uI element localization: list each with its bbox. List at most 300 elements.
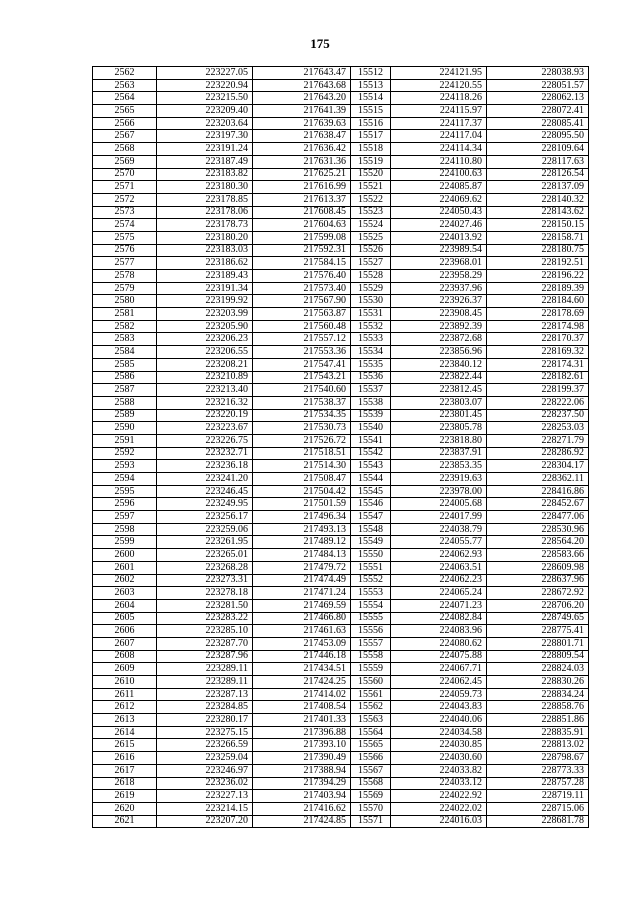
x-coordinate-cell: 224071.23 [391, 599, 487, 612]
y-coordinate-cell: 217604.63 [253, 219, 351, 232]
point-number-cell: 2583 [93, 333, 157, 346]
point-number-cell: 15537 [351, 384, 391, 397]
y-coordinate-cell: 228062.13 [487, 92, 589, 105]
point-number-cell: 15550 [351, 549, 391, 562]
point-number-cell: 2592 [93, 447, 157, 460]
point-number-cell: 2563 [93, 79, 157, 92]
y-coordinate-cell: 228798.67 [487, 752, 589, 765]
point-number-cell: 15543 [351, 460, 391, 473]
point-number-cell: 15566 [351, 752, 391, 765]
x-coordinate-cell: 224013.92 [391, 231, 487, 244]
y-coordinate-cell: 228362.11 [487, 473, 589, 486]
y-coordinate-cell: 228681.78 [487, 815, 589, 828]
y-coordinate-cell: 217567.90 [253, 295, 351, 308]
point-number-cell: 2594 [93, 473, 157, 486]
point-number-cell: 15513 [351, 79, 391, 92]
point-number-cell: 15528 [351, 270, 391, 283]
point-number-cell: 2616 [93, 752, 157, 765]
point-number-cell: 15526 [351, 244, 391, 257]
y-coordinate-cell: 217393.10 [253, 739, 351, 752]
point-number-cell: 2619 [93, 790, 157, 803]
x-coordinate-cell: 224030.60 [391, 752, 487, 765]
table-row [93, 219, 589, 232]
x-coordinate-cell: 223278.18 [157, 587, 253, 600]
x-coordinate-cell: 223232.71 [157, 447, 253, 460]
x-coordinate-cell: 223289.11 [157, 663, 253, 676]
y-coordinate-cell: 217403.94 [253, 790, 351, 803]
table-row [93, 168, 589, 181]
y-coordinate-cell: 228801.71 [487, 637, 589, 650]
y-coordinate-cell: 228530.96 [487, 523, 589, 536]
x-coordinate-cell: 224115.97 [391, 105, 487, 118]
coordinates-table-body [93, 67, 589, 828]
table-row [93, 637, 589, 650]
y-coordinate-cell: 217534.35 [253, 409, 351, 422]
y-coordinate-cell: 217466.80 [253, 612, 351, 625]
y-coordinate-cell: 228072.41 [487, 105, 589, 118]
x-coordinate-cell: 224022.02 [391, 802, 487, 815]
y-coordinate-cell: 228304.17 [487, 460, 589, 473]
table-row [93, 752, 589, 765]
x-coordinate-cell: 223213.40 [157, 384, 253, 397]
point-number-cell: 2582 [93, 320, 157, 333]
point-number-cell: 15552 [351, 574, 391, 587]
table-row [93, 802, 589, 815]
x-coordinate-cell: 223280.17 [157, 714, 253, 727]
y-coordinate-cell: 217501.59 [253, 498, 351, 511]
table-row [93, 625, 589, 638]
point-number-cell: 2564 [93, 92, 157, 105]
x-coordinate-cell: 223840.12 [391, 358, 487, 371]
y-coordinate-cell: 217613.37 [253, 193, 351, 206]
point-number-cell: 2593 [93, 460, 157, 473]
x-coordinate-cell: 223205.90 [157, 320, 253, 333]
table-row [93, 206, 589, 219]
point-number-cell: 2568 [93, 143, 157, 156]
table-row [93, 701, 589, 714]
point-number-cell: 15542 [351, 447, 391, 460]
table-row [93, 231, 589, 244]
page-number: 175 [310, 36, 330, 51]
x-coordinate-cell: 223268.28 [157, 561, 253, 574]
x-coordinate-cell: 223856.96 [391, 346, 487, 359]
x-coordinate-cell: 223189.43 [157, 270, 253, 283]
point-number-cell: 15521 [351, 181, 391, 194]
y-coordinate-cell: 228609.98 [487, 561, 589, 574]
y-coordinate-cell: 217408.54 [253, 701, 351, 714]
point-number-cell: 15560 [351, 676, 391, 689]
y-coordinate-cell: 217538.37 [253, 396, 351, 409]
point-number-cell: 2570 [93, 168, 157, 181]
y-coordinate-cell: 228824.03 [487, 663, 589, 676]
table-row [93, 181, 589, 194]
x-coordinate-cell: 224030.85 [391, 739, 487, 752]
table-row [93, 257, 589, 270]
point-number-cell: 15514 [351, 92, 391, 105]
y-coordinate-cell: 217424.25 [253, 676, 351, 689]
y-coordinate-cell: 228169.32 [487, 346, 589, 359]
x-coordinate-cell: 223183.03 [157, 244, 253, 257]
y-coordinate-cell: 228109.64 [487, 143, 589, 156]
point-number-cell: 15523 [351, 206, 391, 219]
point-number-cell: 15544 [351, 473, 391, 486]
point-number-cell: 15549 [351, 536, 391, 549]
table-row [93, 79, 589, 92]
x-coordinate-cell: 223803.07 [391, 396, 487, 409]
point-number-cell: 2576 [93, 244, 157, 257]
y-coordinate-cell: 228189.39 [487, 282, 589, 295]
point-number-cell: 2574 [93, 219, 157, 232]
table-row [93, 143, 589, 156]
table-row [93, 92, 589, 105]
y-coordinate-cell: 217514.30 [253, 460, 351, 473]
x-coordinate-cell: 223958.29 [391, 270, 487, 283]
x-coordinate-cell: 223223.67 [157, 422, 253, 435]
table-row [93, 726, 589, 739]
point-number-cell: 15555 [351, 612, 391, 625]
point-number-cell: 2615 [93, 739, 157, 752]
table-row [93, 574, 589, 587]
x-coordinate-cell: 223989.54 [391, 244, 487, 257]
point-number-cell: 2617 [93, 764, 157, 777]
y-coordinate-cell: 217508.47 [253, 473, 351, 486]
point-number-cell: 15532 [351, 320, 391, 333]
point-number-cell: 2610 [93, 676, 157, 689]
y-coordinate-cell: 217643.68 [253, 79, 351, 92]
x-coordinate-cell: 223220.94 [157, 79, 253, 92]
x-coordinate-cell: 223892.39 [391, 320, 487, 333]
table-row [93, 688, 589, 701]
point-number-cell: 2585 [93, 358, 157, 371]
y-coordinate-cell: 217560.48 [253, 320, 351, 333]
x-coordinate-cell: 223837.91 [391, 447, 487, 460]
point-number-cell: 2612 [93, 701, 157, 714]
table-row [93, 358, 589, 371]
x-coordinate-cell: 223285.10 [157, 625, 253, 638]
y-coordinate-cell: 217489.12 [253, 536, 351, 549]
x-coordinate-cell: 224038.79 [391, 523, 487, 536]
point-number-cell: 2618 [93, 777, 157, 790]
y-coordinate-cell: 228452.67 [487, 498, 589, 511]
y-coordinate-cell: 217616.99 [253, 181, 351, 194]
x-coordinate-cell: 224121.95 [391, 67, 487, 80]
y-coordinate-cell: 217641.39 [253, 105, 351, 118]
table-row [93, 663, 589, 676]
x-coordinate-cell: 223206.55 [157, 346, 253, 359]
y-coordinate-cell: 217643.20 [253, 92, 351, 105]
x-coordinate-cell: 223281.50 [157, 599, 253, 612]
y-coordinate-cell: 228117.63 [487, 155, 589, 168]
point-number-cell: 15531 [351, 308, 391, 321]
y-coordinate-cell: 217526.72 [253, 434, 351, 447]
x-coordinate-cell: 223208.21 [157, 358, 253, 371]
point-number-cell: 2596 [93, 498, 157, 511]
y-coordinate-cell: 217396.88 [253, 726, 351, 739]
y-coordinate-cell: 217484.13 [253, 549, 351, 562]
y-coordinate-cell: 228749.65 [487, 612, 589, 625]
y-coordinate-cell: 228095.50 [487, 130, 589, 143]
y-coordinate-cell: 228809.54 [487, 650, 589, 663]
x-coordinate-cell: 223178.06 [157, 206, 253, 219]
x-coordinate-cell: 223236.02 [157, 777, 253, 790]
x-coordinate-cell: 223191.24 [157, 143, 253, 156]
table-row [93, 308, 589, 321]
table-row [93, 549, 589, 562]
point-number-cell: 2602 [93, 574, 157, 587]
y-coordinate-cell: 228170.37 [487, 333, 589, 346]
point-number-cell: 2586 [93, 371, 157, 384]
x-coordinate-cell: 223805.78 [391, 422, 487, 435]
x-coordinate-cell: 223908.45 [391, 308, 487, 321]
point-number-cell: 15517 [351, 130, 391, 143]
y-coordinate-cell: 228196.22 [487, 270, 589, 283]
y-coordinate-cell: 217471.24 [253, 587, 351, 600]
y-coordinate-cell: 217592.31 [253, 244, 351, 257]
x-coordinate-cell: 223249.95 [157, 498, 253, 511]
x-coordinate-cell: 223191.34 [157, 282, 253, 295]
y-coordinate-cell: 228180.75 [487, 244, 589, 257]
x-coordinate-cell: 223275.15 [157, 726, 253, 739]
x-coordinate-cell: 223206.23 [157, 333, 253, 346]
point-number-cell: 15564 [351, 726, 391, 739]
point-number-cell: 2572 [93, 193, 157, 206]
x-coordinate-cell: 223199.92 [157, 295, 253, 308]
x-coordinate-cell: 223266.59 [157, 739, 253, 752]
y-coordinate-cell: 217424.85 [253, 815, 351, 828]
y-coordinate-cell: 228637.96 [487, 574, 589, 587]
table-row [93, 676, 589, 689]
y-coordinate-cell: 228719.11 [487, 790, 589, 803]
x-coordinate-cell: 223236.18 [157, 460, 253, 473]
y-coordinate-cell: 217496.34 [253, 511, 351, 524]
table-row [93, 384, 589, 397]
x-coordinate-cell: 224034.58 [391, 726, 487, 739]
y-coordinate-cell: 217547.41 [253, 358, 351, 371]
y-coordinate-cell: 228813.02 [487, 739, 589, 752]
point-number-cell: 2573 [93, 206, 157, 219]
point-number-cell: 15553 [351, 587, 391, 600]
x-coordinate-cell: 224065.24 [391, 587, 487, 600]
y-coordinate-cell: 217625.21 [253, 168, 351, 181]
x-coordinate-cell: 223818.80 [391, 434, 487, 447]
point-number-cell: 2609 [93, 663, 157, 676]
x-coordinate-cell: 223968.01 [391, 257, 487, 270]
x-coordinate-cell: 224110.80 [391, 155, 487, 168]
point-number-cell: 2587 [93, 384, 157, 397]
point-number-cell: 2591 [93, 434, 157, 447]
point-number-cell: 15540 [351, 422, 391, 435]
x-coordinate-cell: 224063.51 [391, 561, 487, 574]
y-coordinate-cell: 228775.41 [487, 625, 589, 638]
y-coordinate-cell: 217388.94 [253, 764, 351, 777]
point-number-cell: 15524 [351, 219, 391, 232]
point-number-cell: 2613 [93, 714, 157, 727]
y-coordinate-cell: 228174.98 [487, 320, 589, 333]
point-number-cell: 15533 [351, 333, 391, 346]
y-coordinate-cell: 228706.20 [487, 599, 589, 612]
x-coordinate-cell: 223289.11 [157, 676, 253, 689]
x-coordinate-cell: 223226.75 [157, 434, 253, 447]
y-coordinate-cell: 228834.24 [487, 688, 589, 701]
table-row [93, 282, 589, 295]
point-number-cell: 15569 [351, 790, 391, 803]
point-number-cell: 15547 [351, 511, 391, 524]
point-number-cell: 2605 [93, 612, 157, 625]
point-number-cell: 15519 [351, 155, 391, 168]
table-row [93, 409, 589, 422]
y-coordinate-cell: 228858.76 [487, 701, 589, 714]
y-coordinate-cell: 228085.41 [487, 117, 589, 130]
table-row [93, 764, 589, 777]
x-coordinate-cell: 223203.99 [157, 308, 253, 321]
x-coordinate-cell: 223220.19 [157, 409, 253, 422]
point-number-cell: 15515 [351, 105, 391, 118]
x-coordinate-cell: 224050.43 [391, 206, 487, 219]
table-row [93, 396, 589, 409]
x-coordinate-cell: 224075.88 [391, 650, 487, 663]
table-row [93, 193, 589, 206]
point-number-cell: 2620 [93, 802, 157, 815]
x-coordinate-cell: 223197.30 [157, 130, 253, 143]
point-number-cell: 15518 [351, 143, 391, 156]
table-row [93, 130, 589, 143]
y-coordinate-cell: 217461.63 [253, 625, 351, 638]
point-number-cell: 15546 [351, 498, 391, 511]
x-coordinate-cell: 223287.70 [157, 637, 253, 650]
x-coordinate-cell: 223265.01 [157, 549, 253, 562]
y-coordinate-cell: 217401.33 [253, 714, 351, 727]
point-number-cell: 15545 [351, 485, 391, 498]
x-coordinate-cell: 223178.73 [157, 219, 253, 232]
point-number-cell: 2611 [93, 688, 157, 701]
point-number-cell: 2601 [93, 561, 157, 574]
point-number-cell: 2579 [93, 282, 157, 295]
y-coordinate-cell: 217446.18 [253, 650, 351, 663]
table-row [93, 67, 589, 80]
point-number-cell: 15571 [351, 815, 391, 828]
point-number-cell: 15539 [351, 409, 391, 422]
y-coordinate-cell: 217573.40 [253, 282, 351, 295]
x-coordinate-cell: 224016.03 [391, 815, 487, 828]
y-coordinate-cell: 228158.71 [487, 231, 589, 244]
x-coordinate-cell: 224118.26 [391, 92, 487, 105]
table-row [93, 511, 589, 524]
point-number-cell: 2600 [93, 549, 157, 562]
table-row [93, 536, 589, 549]
point-number-cell: 15568 [351, 777, 391, 790]
y-coordinate-cell: 228564.20 [487, 536, 589, 549]
x-coordinate-cell: 224062.45 [391, 676, 487, 689]
x-coordinate-cell: 224082.84 [391, 612, 487, 625]
y-coordinate-cell: 217434.51 [253, 663, 351, 676]
x-coordinate-cell: 224022.92 [391, 790, 487, 803]
x-coordinate-cell: 224033.82 [391, 764, 487, 777]
point-number-cell: 2580 [93, 295, 157, 308]
y-coordinate-cell: 217631.36 [253, 155, 351, 168]
table-row [93, 447, 589, 460]
point-number-cell: 15570 [351, 802, 391, 815]
point-number-cell: 2577 [93, 257, 157, 270]
table-row [93, 155, 589, 168]
x-coordinate-cell: 223284.85 [157, 701, 253, 714]
table-row [93, 320, 589, 333]
x-coordinate-cell: 223246.97 [157, 764, 253, 777]
point-number-cell: 15548 [351, 523, 391, 536]
table-row [93, 422, 589, 435]
table-row [93, 460, 589, 473]
point-number-cell: 15529 [351, 282, 391, 295]
point-number-cell: 2588 [93, 396, 157, 409]
x-coordinate-cell: 223246.45 [157, 485, 253, 498]
y-coordinate-cell: 217638.47 [253, 130, 351, 143]
y-coordinate-cell: 228416.86 [487, 485, 589, 498]
x-coordinate-cell: 223180.30 [157, 181, 253, 194]
y-coordinate-cell: 217540.60 [253, 384, 351, 397]
x-coordinate-cell: 223259.06 [157, 523, 253, 536]
y-coordinate-cell: 228286.92 [487, 447, 589, 460]
table-row [93, 587, 589, 600]
x-coordinate-cell: 223261.95 [157, 536, 253, 549]
x-coordinate-cell: 224069.62 [391, 193, 487, 206]
point-number-cell: 2604 [93, 599, 157, 612]
point-number-cell: 2608 [93, 650, 157, 663]
y-coordinate-cell: 228830.26 [487, 676, 589, 689]
x-coordinate-cell: 224043.83 [391, 701, 487, 714]
y-coordinate-cell: 228851.86 [487, 714, 589, 727]
y-coordinate-cell: 228583.66 [487, 549, 589, 562]
point-number-cell: 2562 [93, 67, 157, 80]
point-number-cell: 2590 [93, 422, 157, 435]
y-coordinate-cell: 217390.49 [253, 752, 351, 765]
point-number-cell: 15567 [351, 764, 391, 777]
x-coordinate-cell: 223187.49 [157, 155, 253, 168]
x-coordinate-cell: 224062.23 [391, 574, 487, 587]
y-coordinate-cell: 217474.49 [253, 574, 351, 587]
point-number-cell: 15516 [351, 117, 391, 130]
x-coordinate-cell: 223186.62 [157, 257, 253, 270]
point-number-cell: 2598 [93, 523, 157, 536]
y-coordinate-cell: 217563.87 [253, 308, 351, 321]
point-number-cell: 15563 [351, 714, 391, 727]
point-number-cell: 2569 [93, 155, 157, 168]
x-coordinate-cell: 224017.99 [391, 511, 487, 524]
point-number-cell: 2621 [93, 815, 157, 828]
x-coordinate-cell: 223872.68 [391, 333, 487, 346]
point-number-cell: 15525 [351, 231, 391, 244]
table-row [93, 117, 589, 130]
y-coordinate-cell: 228757.28 [487, 777, 589, 790]
x-coordinate-cell: 223227.13 [157, 790, 253, 803]
x-coordinate-cell: 223801.45 [391, 409, 487, 422]
point-number-cell: 15512 [351, 67, 391, 80]
x-coordinate-cell: 224027.46 [391, 219, 487, 232]
point-number-cell: 2606 [93, 625, 157, 638]
table-row [93, 777, 589, 790]
x-coordinate-cell: 224067.71 [391, 663, 487, 676]
point-number-cell: 15534 [351, 346, 391, 359]
y-coordinate-cell: 217469.59 [253, 599, 351, 612]
table-row [93, 612, 589, 625]
y-coordinate-cell: 228672.92 [487, 587, 589, 600]
y-coordinate-cell: 228126.54 [487, 168, 589, 181]
x-coordinate-cell: 224055.77 [391, 536, 487, 549]
x-coordinate-cell: 223241.20 [157, 473, 253, 486]
point-number-cell: 15541 [351, 434, 391, 447]
point-number-cell: 15530 [351, 295, 391, 308]
point-number-cell: 2581 [93, 308, 157, 321]
table-row [93, 523, 589, 536]
y-coordinate-cell: 217493.13 [253, 523, 351, 536]
